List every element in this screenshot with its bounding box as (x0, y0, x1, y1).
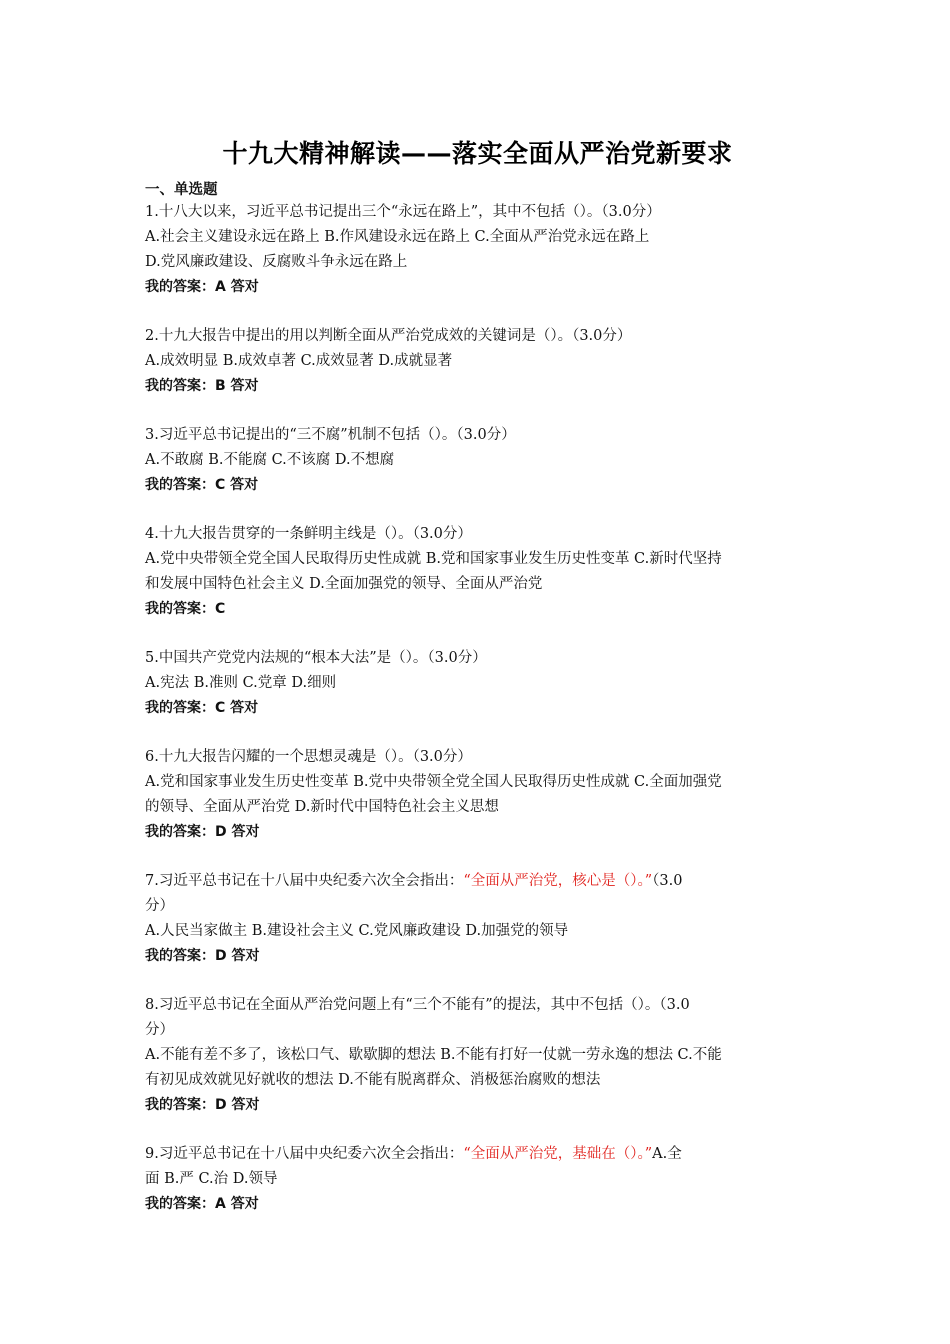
question-options: D.党风廉政建设、反腐败斗争永远在路上 (145, 254, 408, 270)
question-2 (145, 324, 810, 399)
document-title: 十九大精神解读——落实全面从严治党新要求 (222, 139, 733, 168)
stem-continuation: 分） (145, 1022, 174, 1038)
question-options: 的领导、全面从严治党 D.新时代中国特色社会主义思想 (145, 799, 499, 815)
question-stem (145, 1142, 810, 1167)
stem-score: （3.0 (652, 873, 683, 889)
my-answer: 我的答案：A 答对 (145, 1196, 259, 1212)
my-answer: 我的答案：C 答对 (145, 700, 259, 716)
stem-text: 7.习近平总书记在十八届中央纪委六次全会指出： (145, 873, 464, 889)
question-9 (145, 1142, 810, 1217)
question-options: 面 B.严 C.治 D.领导 (145, 1171, 278, 1187)
question-stem: 4.十九大报告贯穿的一条鲜明主线是（）。（3.0分） (145, 526, 472, 542)
question-7 (145, 869, 810, 969)
question-options: A.党中央带领全党全国人民取得历史性成就 B.党和国家事业发生历史性变革 C.新时代坚持 (145, 551, 722, 567)
question-options: A.宪法 B.准则 C.党章 D.细则 (145, 675, 337, 691)
section-heading: 一、单选题 (145, 182, 218, 198)
highlighted-quote: “全面从严治党，基础在（）。” (463, 1146, 653, 1162)
question-options: A.成效明显 B.成效卓著 C.成效显著 D.成就显著 (145, 353, 453, 369)
question-options: A.不能有差不多了，该松口气、歇歇脚的想法 B.不能有打好一仗就一劳永逸的想法 C.不能 (145, 1047, 722, 1063)
question-options: 和发展中国特色社会主义 D.全面加强党的领导、全面从严治党 (145, 576, 543, 592)
my-answer: 我的答案：C (145, 601, 226, 617)
question-stem: 6.十九大报告闪耀的一个思想灵魂是（）。（3.0分） (145, 749, 472, 765)
my-answer: 我的答案：D 答对 (145, 1097, 260, 1113)
question-options: A.人民当家做主 B.建设社会主义 C.党风廉政建设 D.加强党的领导 (145, 923, 569, 939)
question-6 (145, 745, 810, 845)
question-stem: 1.十八大以来，习近平总书记提出三个“永远在路上”，其中不包括（）。（3.0分） (145, 204, 661, 220)
question-stem: 8.习近平总书记在全面从严治党问题上有“三个不能有”的提法，其中不包括（）。（3.0 (145, 997, 690, 1013)
question-options: 有初见成效就见好就收的想法 D.不能有脱离群众、消极惩治腐败的想法 (145, 1072, 601, 1088)
question-options: A.党和国家事业发生历史性变革 B.党中央带领全党全国人民取得历史性成就 C.全面加强党 (145, 774, 722, 790)
question-8 (145, 993, 810, 1118)
my-answer: 我的答案：B 答对 (145, 378, 259, 394)
question-stem: 2.十九大报告中提出的用以判断全面从严治党成效的关键词是（）。（3.0分） (145, 328, 632, 344)
question-stem (145, 869, 810, 894)
question-1 (145, 200, 810, 300)
question-list (145, 200, 810, 1241)
my-answer: 我的答案：D 答对 (145, 948, 260, 964)
question-5 (145, 646, 810, 721)
stem-continuation: 分） (145, 898, 174, 914)
my-answer: 我的答案：A 答对 (145, 279, 259, 295)
question-options: A.社会主义建设永远在路上 B.作风建设永远在路上 C.全面从严治党永远在路上 (145, 229, 650, 245)
my-answer: 我的答案：C 答对 (145, 477, 259, 493)
question-3 (145, 423, 810, 498)
stem-options-start: A.全 (652, 1146, 682, 1162)
my-answer: 我的答案：D 答对 (145, 824, 260, 840)
question-options: A.不敢腐 B.不能腐 C.不该腐 D.不想腐 (145, 452, 395, 468)
stem-text: 9.习近平总书记在十八届中央纪委六次全会指出： (145, 1146, 464, 1162)
question-4 (145, 522, 810, 622)
question-stem: 3.习近平总书记提出的“三不腐”机制不包括（）。（3.0分） (145, 427, 516, 443)
highlighted-quote: “全面从严治党，核心是（）。” (463, 873, 653, 889)
question-stem: 5.中国共产党党内法规的“根本大法”是（）。（3.0分） (145, 650, 487, 666)
